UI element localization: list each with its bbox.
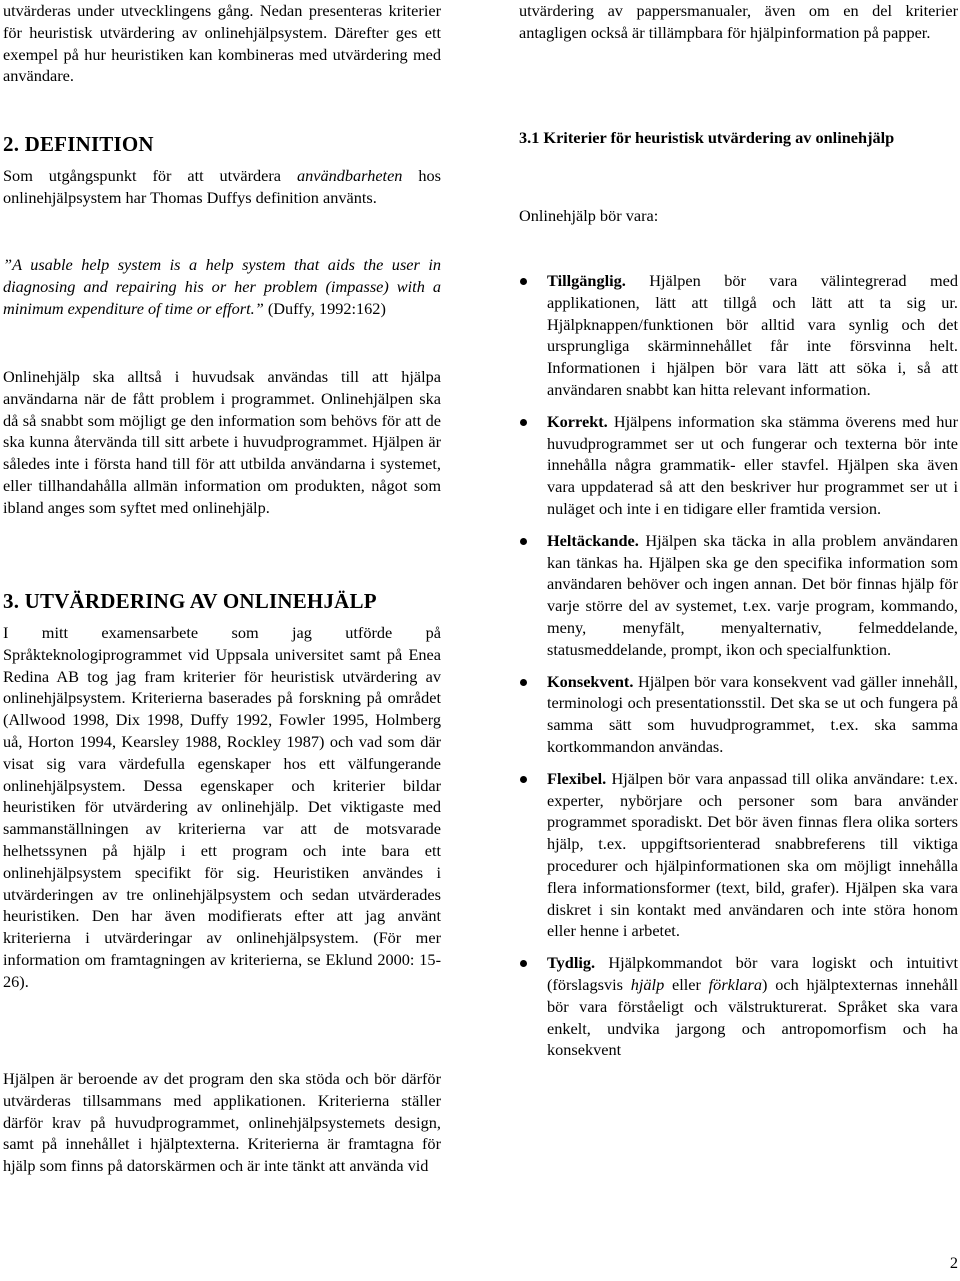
definition-text-end: hos onlinehjälpsystem har Thomas Duffys definition använts.: [3, 166, 441, 207]
subsection-3-1-heading: 3.1 Kriterier för heuristisk utvärdering av onlinehjälp: [519, 128, 895, 147]
criterion-item: [519, 270, 958, 401]
right-intro-paragraph: utvärdering av pappersmanualer, även om en del kriterier antagligen också är tillämpbara för hjälpinformation på papper.: [519, 1, 958, 42]
section-2-heading: 2. DEFINITION: [3, 132, 154, 156]
criterion-term: Korrekt.: [547, 411, 608, 431]
bullet-icon: [520, 679, 527, 686]
criterion-description: Hjälpen bör vara konsekvent vad gäller innehåll, terminologi och presentationsstil. Det ska se ut och fungera på samma sätt som huvudprogrammet, t.ex. ska samma kortkommandon användas.: [547, 671, 958, 756]
duffy-quote-text: A usable help system is a help system that aids the user in diagnosing and repairing his or her problem (impasse) with a minimum expenditure of time or effort.: [3, 255, 441, 318]
definition-paragraph: [3, 165, 441, 209]
page-number: 2: [949, 1253, 958, 1272]
criterion-text: [547, 411, 958, 520]
bullet-icon: [520, 960, 527, 967]
bullet-icon: [520, 419, 527, 426]
section-3-heading: 3. UTVÄRDERING AV ONLINEHJÄLP: [3, 589, 377, 613]
command-example: förklara: [708, 974, 763, 994]
criterion-description: eller: [664, 974, 709, 994]
criterion-description: Hjälpen ska täcka in alla problem användaren kan tänkas ha. Hjälpen ska ge den specifika information som användaren behöver och ingen annan. Det bör finnas hjälp för varje större del av systemet, t.ex. varje program, kommando, meny, menyfält, menyalternativ, felmeddelande, statusmeddelande, prompt, ikon och specialfunktion.: [547, 530, 958, 659]
criteria-lead: Onlinehjälp bör vara:: [519, 206, 659, 225]
command-example: hjälp: [630, 974, 665, 994]
usability-term: användbarheten: [296, 166, 403, 185]
duffy-quote-paragraph: [3, 254, 441, 319]
criterion-description: Hjälpkommandot bör vara logiskt och intuitivt (förslagsvis: [547, 953, 958, 994]
criterion-text: [547, 530, 958, 661]
criterion-text: [547, 270, 958, 401]
duffy-citation: (Duffy, 1992:162): [263, 298, 386, 318]
criterion-text: [547, 671, 958, 758]
criterion-term: Flexibel.: [547, 768, 607, 788]
criterion-text: [547, 952, 958, 1061]
dependency-paragraph: Hjälpen är beroende av det program den ska stöda och bör därför utvärderas tillsammans med applikationen. Kriterierna ställer därför krav på huvudprogrammet, onlinehjälpsystemets design, samt på innehållet i hjälptexterna. Kriterierna är framtagna för hjälp som finns på datorskärmen och är inte tänkt att använda vid: [3, 1069, 441, 1176]
duffy-quote: ”A usable help system is a help system that aids the user in diagnosing and repairing his or her problem (impasse) with a minimum expenditure of time or effort.”: [3, 255, 441, 318]
criterion-item: [519, 530, 958, 661]
criterion-description: Hjälpens information ska stämma överens med hur huvudprogrammet ser ut och fungerar och texterna bör inte innehålla några grammatik- eller stavfel. Hjälpen ska även vara uppdaterad så att den beskriver hur programmet ser ut i nuläget och inte i en tidigare eller framtida version.: [547, 411, 958, 518]
left-intro-paragraph: utvärderas under utvecklingens gång. Nedan presenteras kriterier för heuristisk utvärdering av onlinehjälpsystem. Därefter ges ett exempel på hur heuristiken kan kombineras med utvärdering med användare.: [3, 1, 441, 86]
bullet-icon: [520, 776, 527, 783]
criterion-description: Hjälpen bör vara anpassad till olika användare: t.ex. experter, nybörjare och personer som bara använder programmet sporadiskt. Det bör även finnas flera olika sorters hjälp, t.ex. uppgiftsorienterad snabbreferens till viktiga procedurer och hjälpinformationen ska om möjligt innehålla flera informationsformer (text, bild, grafer). Hjälpen ska vara diskret i sin kontakt med användaren och inte störa honom eller henne i arbetet.: [547, 768, 958, 941]
criterion-term: Konsekvent.: [547, 671, 634, 691]
definition-text-start: Som utgångspunkt för att utvärdera: [3, 166, 297, 185]
criteria-list: [519, 270, 958, 1061]
criterion-description: Hjälpen bör vara välintegrerad med applikationen, lätt att tillgå och lätt att ta sig ur. Hjälpknappen/funktionen bör alltid vara synlig och det ursprungliga skärminnehållet får inte försvinna helt. Informationen i hjälpen bör vara lätt att söka i, så att användaren snabbt kan hitta relevant information.: [547, 271, 958, 399]
help-purpose-paragraph: Onlinehjälp ska alltså i huvudsak användas till att hjälpa användarna när de fått problem i programmet. Onlinehjälpen ska då så snabbt som möjligt ge den information som behövs för att de ska kunna återvända till sitt arbete i huvudprogrammet. Hjälpen är således inte i första hand till för att utbilda användarna i systemet, eller tillhandahålla allmän information om produkten, något som ibland anges som syftet med onlinehjälp.: [3, 367, 441, 517]
criterion-term: Tillgänglig.: [547, 271, 626, 290]
bullet-icon: [520, 278, 527, 285]
criterion-item: [519, 411, 958, 520]
criterion-term: Heltäckande.: [547, 530, 639, 550]
bullet-icon: [520, 538, 527, 545]
criterion-text: [547, 768, 958, 942]
criterion-description: ) och hjälptexternas innehåll bör vara förståeligt och välstrukturerat. Språket ska vara enkelt, undvika jargong och antropomorfism och ha konsekvent: [547, 974, 958, 1060]
criterion-item: [519, 671, 958, 758]
criterion-item: [519, 768, 958, 942]
thesis-paragraph: I mitt examensarbete som jag utförde på Språkteknologiprogrammet vid Uppsala universitet samt på Enea Redina AB tog jag fram kriterier för heuristisk utvärdering av onlinehjälpsystem. Kriterierna baserades på forskning på området (Allwood 1998, Dix 1998, Duffy 1992, Fowler 1995, Holmberg uå, Horton 1994, Kearsley 1988, Rockley 1987) och vad som där visat sig vara värdefulla egenskaper hos ett välfungerande onlinehjälpsystem. Dessa egenskaper och kriterier bildar heuristiken för utvärdering av onlinehjälp. Det viktigaste med sammanställningen av kriterierna var att de motsvarade helhetssynen på hjälp i ett program och inte bara ett onlinehjälpsystem specifikt för sig. Heuristiken användes i utvärderingen av tre onlinehjälpsystem och sedan utvärderades heuristiken. Den har även modifierats efter att jag använt kriterierna i utvärderingar av onlinehjälpsystem. (För mer information om framtagningen av kriterierna, se Eklund 2000: 15-26).: [3, 623, 441, 991]
criterion-item: [519, 952, 958, 1061]
criterion-term: Tydlig.: [547, 953, 596, 973]
